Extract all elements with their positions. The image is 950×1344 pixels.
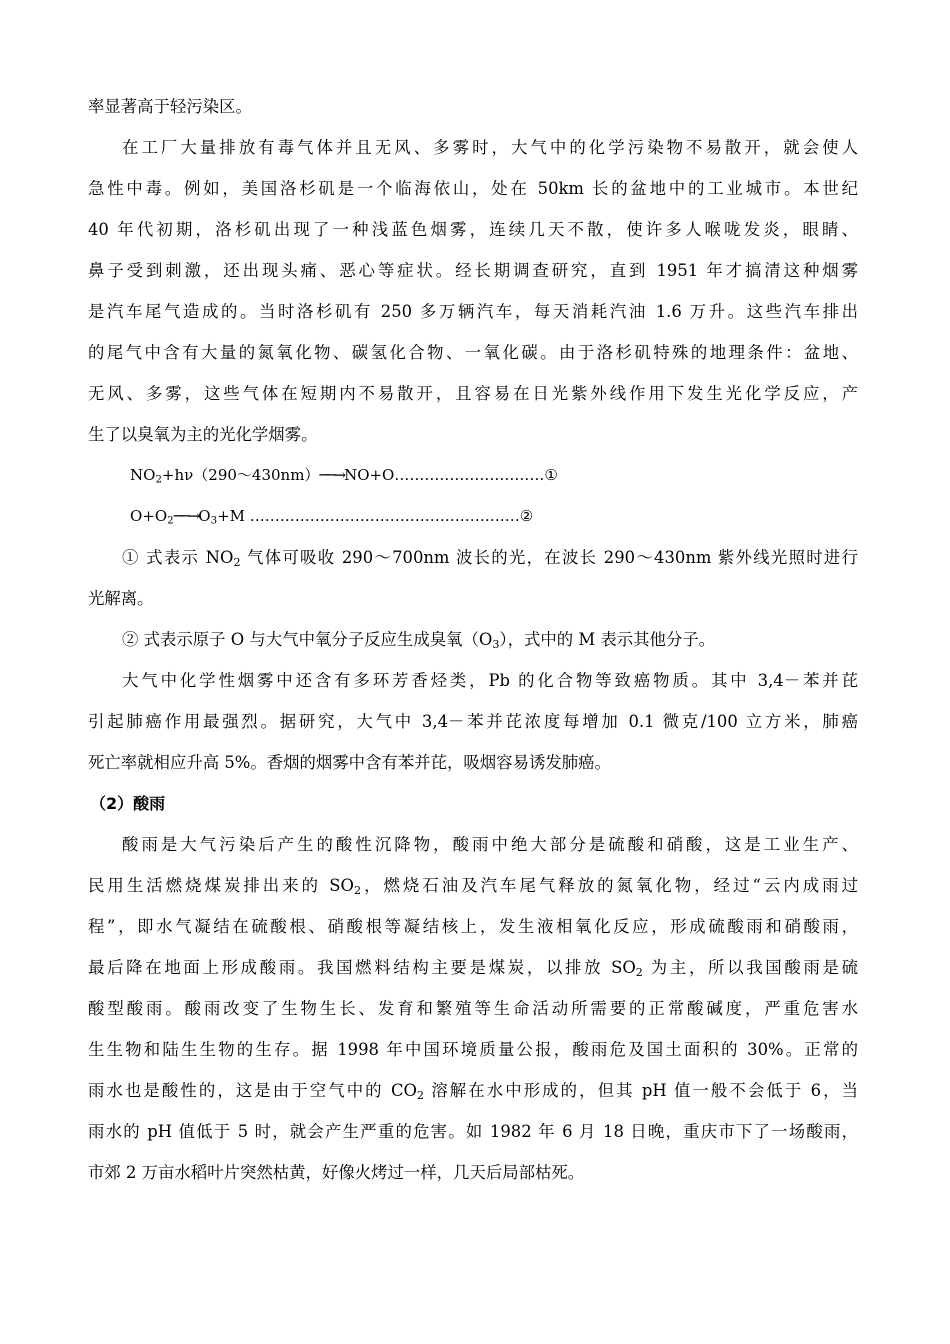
paragraph-line: 率显著高于轻污染区。 [88, 97, 252, 116]
text-span: 最后降在地面上形成酸雨。我国燃料结构主要是煤炭，以排放 SO [88, 958, 636, 977]
leader-dots: ………………………… [394, 466, 545, 484]
eq2-reactant: O+O [130, 507, 168, 525]
section-heading: （2）酸雨 [90, 794, 166, 813]
paragraph-line: 40 年代初期，洛杉矶出现了一种浅蓝色烟雾，连续几天不散，使许多人喉咙发炎，眼睛、 [88, 220, 858, 239]
eq2-product-m: +M [217, 507, 250, 525]
subscript: 2 [155, 474, 162, 486]
explanation-line [88, 537, 858, 578]
eq2-product: O [198, 507, 211, 525]
paragraph-line: 是汽车尾气造成的。当时洛杉矶有 250 多万辆汽车，每天消耗汽油 1.6 万升。这些汽车排出 [88, 302, 858, 321]
paragraph-line: 无风、多雾，这些气体在短期内不易散开，且容易在日光紫外线作用下发生光化学反应，产 [88, 384, 858, 403]
equation-number: ② [519, 507, 534, 525]
paragraph-line: 大气中化学性烟雾中还含有多环芳香烃类，Pb 的化合物等致癌物质。其中 3,4－苯并芘 [122, 671, 858, 690]
text-span: ① 式表示 NO [122, 548, 234, 567]
reaction-arrow-icon: ──→ [319, 466, 345, 484]
subscript: 3 [492, 637, 500, 651]
text-span: ，燃烧石油及汽车尾气释放的氮氧化物，经过“云内成雨过 [361, 876, 858, 895]
equation-2 [88, 496, 858, 537]
paragraph-line: 鼻子受到刺激，还出现头痛、恶心等症状。经长期调查研究，直到 1951 年才搞清这种烟雾 [88, 261, 858, 280]
eq1-conditions: +hν（290～430nm） [161, 466, 320, 484]
paragraph-line: 生了以臭氧为主的光化学烟雾。 [88, 425, 318, 444]
explanation-line [88, 619, 858, 660]
document-page [88, 86, 858, 1193]
paragraph-line: 雨水的 pH 值低于 5 时，就会产生严重的危害。如 1982 年 6 月 18 日晚，重庆市下了一场酸雨， [88, 1122, 858, 1141]
subscript: 2 [635, 965, 643, 979]
text-span: 雨水也是酸性的，这是由于空气中的 CO [88, 1081, 417, 1100]
equation-number: ① [544, 466, 558, 484]
subscript: 2 [167, 515, 174, 527]
paragraph-line [88, 1070, 858, 1111]
subscript: 2 [353, 883, 362, 897]
subscript: 2 [416, 1088, 425, 1102]
paragraph-line: 酸型酸雨。酸雨改变了生物生长、发育和繁殖等生命活动所需要的正常酸碱度，严重危害水 [88, 999, 858, 1018]
text-span: 为主，所以我国酸雨是硫 [642, 958, 858, 977]
paragraph-line [88, 947, 858, 988]
leader-dots: ……………………………………………… [249, 507, 520, 525]
explanation-line: 光解离。 [88, 589, 154, 608]
paragraph-line: 的尾气中含有大量的氮氧化物、碳氢化合物、一氧化碳。由于洛杉矶特殊的地理条件：盆地、 [88, 343, 858, 362]
text-span: ② 式表示原子 O 与大气中氧分子反应生成臭氧（O [122, 630, 493, 649]
text-span: ），式中的 M 表示其他分子。 [499, 630, 716, 649]
paragraph-line: 酸雨是大气污染后产生的酸性沉降物，酸雨中绝大部分是硫酸和硝酸，这是工业生产、 [122, 835, 858, 854]
subscript: 2 [233, 555, 241, 569]
text-span: 溶解在水中形成的，但其 pH 值一般不会低于 6，当 [424, 1081, 858, 1100]
reaction-arrow-icon: ──→ [173, 507, 199, 525]
paragraph-line [88, 865, 858, 906]
text-span: 气体可吸收 290～700nm 波长的光，在波长 290～430nm 紫外线光照时进行 [240, 548, 858, 567]
eq1-reactant: NO [130, 466, 156, 484]
text-span: 民用生活燃烧煤炭排出来的 SO [88, 876, 354, 895]
equation-1 [88, 455, 858, 496]
subscript: 3 [210, 515, 218, 527]
paragraph-line: 市郊 2 万亩水稻叶片突然枯黄，好像火烤过一样，几天后局部枯死。 [88, 1163, 585, 1182]
paragraph-line: 引起肺癌作用最强烈。据研究，大气中 3,4－苯并芘浓度每增加 0.1 微克/100 立方米，肺癌 [88, 712, 858, 731]
paragraph-line: 生生物和陆生生物的生存。据 1998 年中国环境质量公报，酸雨危及国土面积的 30%。正常的 [88, 1040, 858, 1059]
paragraph-line: 死亡率就相应升高 5%。香烟的烟雾中含有苯并芘，吸烟容易诱发肺癌。 [88, 753, 611, 772]
paragraph-line: 在工厂大量排放有毒气体并且无风、多雾时，大气中的化学污染物不易散开，就会使人 [122, 138, 858, 157]
paragraph-line: 程”，即水气凝结在硫酸根、硝酸根等凝结核上，发生液相氧化反应，形成硫酸雨和硝酸雨， [88, 917, 858, 936]
paragraph-line: 急性中毒。例如，美国洛杉矶是一个临海依山，处在 50km 长的盆地中的工业城市。本世纪 [88, 179, 858, 198]
eq1-product: NO+O [344, 466, 395, 484]
